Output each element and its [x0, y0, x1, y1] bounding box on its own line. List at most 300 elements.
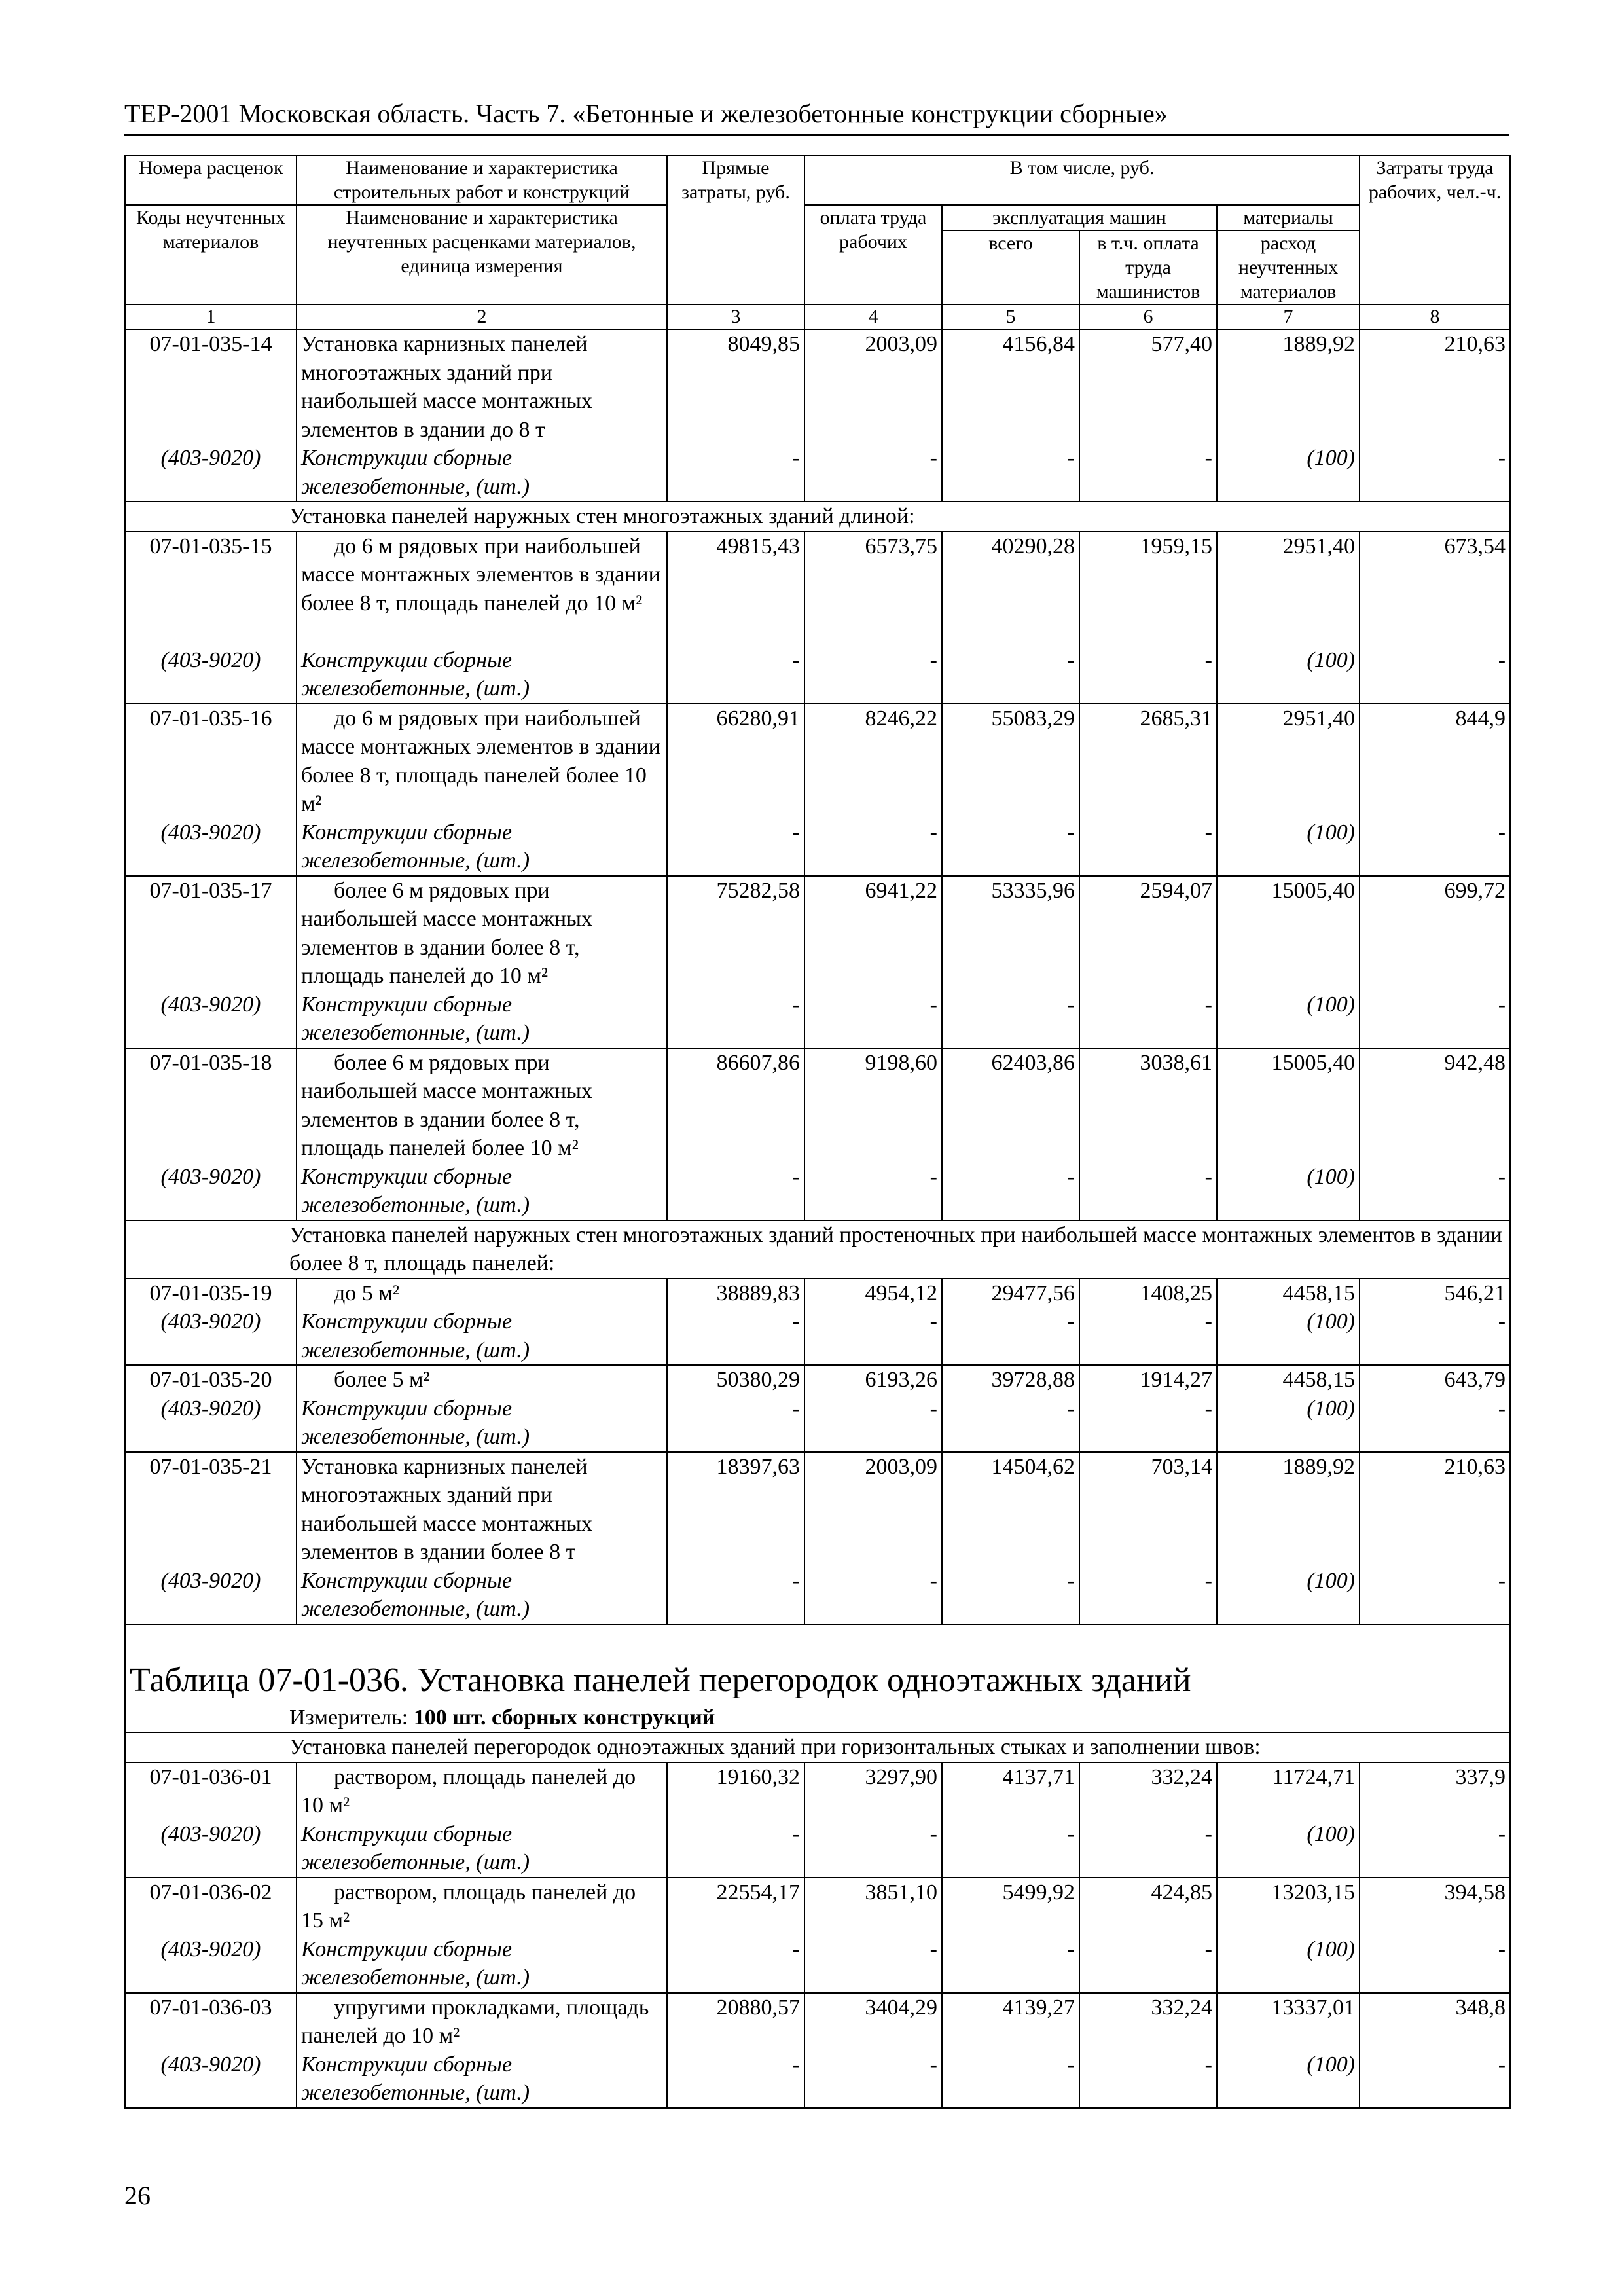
material-cost-cell: [1217, 1762, 1360, 1878]
machinist-wage-cell: [1079, 1993, 1217, 2108]
machine-cost-cell: [942, 532, 1079, 704]
empty-dash: -: [929, 1164, 937, 1189]
material-code: (403-9020): [160, 2052, 261, 2077]
rate-code: 07-01-035-18: [149, 1050, 272, 1075]
empty-dash: -: [1498, 1164, 1506, 1189]
machine-cost: 5499,92: [1002, 1880, 1075, 1904]
column-number: 7: [1217, 304, 1360, 329]
empty-dash: -: [929, 1821, 937, 1846]
material-code: (403-9020): [160, 1568, 261, 1593]
direct-cost: 38889,83: [716, 1281, 800, 1305]
direct-cost: 66280,91: [716, 706, 800, 731]
machinist-wage: 3038,61: [1140, 1050, 1212, 1075]
wage-cost-cell: [804, 532, 942, 704]
rate-code: 07-01-035-14: [149, 332, 272, 356]
empty-dash: -: [1204, 446, 1212, 470]
machine-cost: 62403,86: [991, 1050, 1075, 1075]
material-quantity: (100): [1307, 1164, 1356, 1189]
material-cost-cell: [1217, 329, 1360, 501]
material-name: Конструкции сборные железобетонные, (шт.): [301, 820, 530, 873]
direct-cost-cell: [667, 1048, 804, 1220]
labor-hours: 673,54: [1444, 534, 1506, 558]
machinist-wage: 577,40: [1151, 332, 1212, 356]
direct-cost: 18397,63: [716, 1454, 800, 1479]
table-row: [125, 1365, 1510, 1452]
rate-code-cell: [125, 876, 297, 1048]
section-heading: Установка панелей наружных стен многоэтажных зданий длиной:: [125, 501, 1510, 532]
table-row: [125, 1762, 1510, 1878]
work-name-cell: [297, 329, 667, 501]
material-code: (403-9020): [160, 1396, 261, 1421]
labor-hours: 337,9: [1455, 1764, 1506, 1789]
material-quantity: (100): [1307, 1396, 1356, 1421]
work-name-cell: [297, 876, 667, 1048]
direct-cost: 86607,86: [716, 1050, 800, 1075]
material-cost-cell: [1217, 1452, 1360, 1624]
table-row: [125, 704, 1510, 876]
work-name-cell: [297, 1048, 667, 1220]
rate-code: 07-01-036-03: [149, 1995, 272, 2020]
labor-hours: 394,58: [1444, 1880, 1506, 1904]
rates-table: [124, 155, 1511, 2109]
material-name: Конструкции сборные железобетонные, (шт.): [301, 647, 530, 701]
machinist-wage-cell: [1079, 1452, 1217, 1624]
material-cost: 1889,92: [1282, 332, 1356, 356]
direct-cost-cell: [667, 1452, 804, 1624]
meter-label: Измеритель:: [289, 1705, 408, 1730]
direct-cost: 20880,57: [716, 1995, 800, 2020]
empty-dash: -: [1204, 1568, 1212, 1593]
rate-code: 07-01-035-21: [149, 1454, 272, 1479]
work-name: более 5 м²: [334, 1368, 430, 1392]
rate-code-cell: [125, 329, 297, 501]
rate-code: 07-01-036-01: [149, 1764, 272, 1789]
work-name-cell: [297, 1452, 667, 1624]
empty-dash: -: [792, 1821, 800, 1846]
work-name: более 6 м рядовых при наибольшей массе монтажных элементов в здании более 8 т, площадь панелей более 10 м²: [301, 1050, 592, 1160]
wage-cost: 3297,90: [865, 1764, 937, 1789]
machine-cost-cell: [942, 1878, 1079, 1993]
rate-code: 07-01-035-19: [149, 1281, 272, 1305]
rate-code-cell: [125, 1452, 297, 1624]
material-code: (403-9020): [160, 1937, 261, 1961]
rate-code-cell: [125, 1993, 297, 2108]
labor-hours: 942,48: [1444, 1050, 1506, 1075]
empty-dash: -: [1204, 647, 1212, 672]
empty-dash: -: [1067, 992, 1075, 1017]
work-name: до 5 м²: [334, 1281, 400, 1305]
machine-cost-cell: [942, 1279, 1079, 1366]
labor-hours-cell: [1360, 704, 1510, 876]
machinist-wage: 703,14: [1151, 1454, 1212, 1479]
section-row: [125, 1732, 1510, 1762]
header-wages: оплата труда рабочих: [804, 205, 942, 304]
work-name: раствором, площадь панелей до 15 м²: [301, 1880, 636, 1933]
section-row: [125, 1220, 1510, 1279]
material-cost-cell: [1217, 532, 1360, 704]
empty-dash: -: [1204, 1396, 1212, 1421]
meter: [125, 1704, 1510, 1733]
rate-code: 07-01-035-20: [149, 1368, 272, 1392]
wage-cost: 3404,29: [865, 1995, 937, 2020]
empty-dash: -: [1498, 1821, 1506, 1846]
material-code: (403-9020): [160, 446, 261, 470]
rate-code: 07-01-035-15: [149, 534, 272, 558]
labor-hours-cell: [1360, 876, 1510, 1048]
table-row: [125, 329, 1510, 501]
machinist-wage-cell: [1079, 1048, 1217, 1220]
material-cost: 13337,01: [1271, 1995, 1356, 2020]
empty-dash: -: [792, 647, 800, 672]
rate-code-cell: [125, 1365, 297, 1452]
machine-cost: 39728,88: [991, 1368, 1075, 1392]
material-quantity: (100): [1307, 820, 1356, 845]
machine-cost-cell: [942, 1048, 1079, 1220]
empty-dash: -: [792, 1937, 800, 1961]
machinist-wage-cell: [1079, 532, 1217, 704]
material-name: Конструкции сборные железобетонные, (шт.): [301, 992, 530, 1045]
table-row: [125, 876, 1510, 1048]
wage-cost: 4954,12: [865, 1281, 937, 1305]
material-code: (403-9020): [160, 1821, 261, 1846]
header-work-name: Наименование и характеристика строительных работ и конструкций: [297, 155, 667, 205]
header-materials: материалы: [1217, 205, 1360, 230]
wage-cost: 2003,09: [865, 1454, 937, 1479]
material-code: (403-9020): [160, 1309, 261, 1334]
header-material-name: Наименование и характеристика неучтенных расценками материалов, единица измерения: [297, 205, 667, 304]
machinist-wage-cell: [1079, 329, 1217, 501]
labor-hours: 210,63: [1444, 1454, 1506, 1479]
empty-dash: -: [792, 446, 800, 470]
material-quantity: (100): [1307, 1937, 1356, 1961]
labor-hours-cell: [1360, 1048, 1510, 1220]
rate-code-cell: [125, 1048, 297, 1220]
rate-code: 07-01-036-02: [149, 1880, 272, 1904]
empty-dash: -: [929, 647, 937, 672]
direct-cost-cell: [667, 704, 804, 876]
machinist-wage: 2594,07: [1140, 878, 1212, 903]
wage-cost: 2003,09: [865, 332, 937, 356]
work-name-cell: [297, 1279, 667, 1366]
machinist-wage: 1408,25: [1140, 1281, 1212, 1305]
direct-cost: 8049,85: [727, 332, 800, 356]
empty-dash: -: [1067, 2052, 1075, 2077]
empty-dash: -: [929, 446, 937, 470]
wage-cost-cell: [804, 1452, 942, 1624]
empty-dash: -: [1067, 647, 1075, 672]
wage-cost-cell: [804, 1993, 942, 2108]
labor-hours-cell: [1360, 1279, 1510, 1366]
table-row: [125, 1993, 1510, 2108]
table-header: [125, 155, 1510, 329]
column-number: 1: [125, 304, 297, 329]
empty-dash: -: [1204, 1821, 1212, 1846]
machinist-wage: 1914,27: [1140, 1368, 1212, 1392]
material-quantity: (100): [1307, 446, 1356, 470]
empty-dash: -: [1204, 992, 1212, 1017]
labor-hours-cell: [1360, 532, 1510, 704]
machine-cost: 4139,27: [1002, 1995, 1075, 2020]
material-quantity: (100): [1307, 647, 1356, 672]
machine-cost-cell: [942, 876, 1079, 1048]
empty-dash: -: [792, 992, 800, 1017]
material-cost-cell: [1217, 1365, 1360, 1452]
empty-dash: -: [1204, 2052, 1212, 2077]
table-body: [125, 329, 1510, 2108]
meter-row: [125, 1704, 1510, 1733]
rate-code-cell: [125, 1279, 297, 1366]
material-cost-cell: [1217, 1279, 1360, 1366]
labor-hours: 210,63: [1444, 332, 1506, 356]
empty-dash: -: [1498, 1937, 1506, 1961]
header-material-consumption: расход неучтенных материалов: [1217, 230, 1360, 304]
wage-cost: 3851,10: [865, 1880, 937, 1904]
empty-dash: -: [929, 2052, 937, 2077]
work-name: более 6 м рядовых при наибольшей массе монтажных элементов в здании более 8 т, площадь панелей до 10 м²: [301, 878, 592, 988]
meter-value: 100 шт. сборных конструкций: [413, 1705, 715, 1730]
header-machines-total: всего: [942, 230, 1079, 304]
material-cost: 4458,15: [1282, 1368, 1356, 1392]
wage-cost-cell: [804, 876, 942, 1048]
labor-hours-cell: [1360, 329, 1510, 501]
machine-cost-cell: [942, 1365, 1079, 1452]
machine-cost-cell: [942, 1452, 1079, 1624]
labor-hours: 546,21: [1444, 1281, 1506, 1305]
column-numbers-row: [125, 304, 1510, 329]
material-name: Конструкции сборные железобетонные, (шт.): [301, 1309, 530, 1362]
direct-cost: 50380,29: [716, 1368, 800, 1392]
direct-cost-cell: [667, 1279, 804, 1366]
wage-cost: 6193,26: [865, 1368, 937, 1392]
empty-dash: -: [929, 1309, 937, 1334]
labor-hours-cell: [1360, 1452, 1510, 1624]
empty-dash: -: [929, 1396, 937, 1421]
empty-dash: -: [792, 1396, 800, 1421]
work-name-cell: [297, 1993, 667, 2108]
work-name-cell: [297, 532, 667, 704]
machinist-wage: 332,24: [1151, 1764, 1212, 1789]
machinist-wage-cell: [1079, 1279, 1217, 1366]
empty-dash: -: [792, 1164, 800, 1189]
empty-dash: -: [792, 820, 800, 845]
empty-dash: -: [1498, 820, 1506, 845]
wage-cost-cell: [804, 1365, 942, 1452]
table-title: Таблица 07-01-036. Установка панелей перегородок одноэтажных зданий: [125, 1624, 1510, 1704]
machine-cost: 53335,96: [991, 878, 1075, 903]
material-quantity: (100): [1307, 1821, 1356, 1846]
machinist-wage-cell: [1079, 704, 1217, 876]
material-cost-cell: [1217, 1048, 1360, 1220]
column-number: 5: [942, 304, 1079, 329]
section-heading: Установка панелей наружных стен многоэтажных зданий простеночных при наибольшей массе монтажных элементов в здании более 8 т, площадь панелей:: [125, 1220, 1510, 1279]
column-number: 3: [667, 304, 804, 329]
machine-cost: 14504,62: [991, 1454, 1075, 1479]
direct-cost-cell: [667, 1993, 804, 2108]
column-number: 2: [297, 304, 667, 329]
material-cost: 15005,40: [1271, 878, 1356, 903]
material-name: Конструкции сборные железобетонные, (шт.): [301, 2052, 530, 2105]
empty-dash: -: [1498, 2052, 1506, 2077]
wage-cost-cell: [804, 1048, 942, 1220]
machinist-wage: 1959,15: [1140, 534, 1212, 558]
table-row: [125, 1452, 1510, 1624]
column-number: 6: [1079, 304, 1217, 329]
machinist-wage-cell: [1079, 1365, 1217, 1452]
table-row: [125, 1048, 1510, 1220]
page-number: 26: [124, 2181, 151, 2210]
labor-hours: 643,79: [1444, 1368, 1506, 1392]
empty-dash: -: [1067, 1568, 1075, 1593]
rate-code-cell: [125, 704, 297, 876]
empty-dash: -: [1498, 446, 1506, 470]
material-cost-cell: [1217, 876, 1360, 1048]
empty-dash: -: [1498, 647, 1506, 672]
work-name-cell: [297, 704, 667, 876]
direct-cost-cell: [667, 1762, 804, 1878]
labor-hours-cell: [1360, 1993, 1510, 2108]
empty-dash: -: [1067, 1937, 1075, 1961]
machine-cost-cell: [942, 704, 1079, 876]
material-name: Конструкции сборные железобетонные, (шт.): [301, 1937, 530, 1990]
empty-dash: -: [1067, 820, 1075, 845]
table-title-row: [125, 1624, 1510, 1704]
machine-cost: 40290,28: [991, 534, 1075, 558]
wage-cost: 6941,22: [865, 878, 937, 903]
empty-dash: -: [792, 1309, 800, 1334]
material-quantity: (100): [1307, 1568, 1356, 1593]
direct-cost: 75282,58: [716, 878, 800, 903]
material-code: (403-9020): [160, 992, 261, 1017]
material-cost: 2951,40: [1282, 706, 1356, 731]
wage-cost: 8246,22: [865, 706, 937, 731]
material-cost-cell: [1217, 1878, 1360, 1993]
empty-dash: -: [1204, 820, 1212, 845]
wage-cost-cell: [804, 329, 942, 501]
wage-cost: 9198,60: [865, 1050, 937, 1075]
labor-hours: 348,8: [1455, 1995, 1506, 2020]
header-rate-numbers: Номера расценок: [125, 155, 297, 205]
material-code: (403-9020): [160, 647, 261, 672]
material-code: (403-9020): [160, 1164, 261, 1189]
header-including: В том числе, руб.: [804, 155, 1360, 205]
empty-dash: -: [1204, 1164, 1212, 1189]
empty-dash: -: [792, 2052, 800, 2077]
wage-cost-cell: [804, 704, 942, 876]
empty-dash: -: [929, 992, 937, 1017]
machine-cost: 4137,71: [1002, 1764, 1075, 1789]
direct-cost-cell: [667, 532, 804, 704]
header-material-codes: Коды неучтенных материалов: [125, 205, 297, 304]
material-cost: 13203,15: [1271, 1880, 1356, 1904]
empty-dash: -: [1067, 1309, 1075, 1334]
empty-dash: -: [792, 1568, 800, 1593]
header-direct-costs: Прямые затраты, руб.: [667, 155, 804, 304]
empty-dash: -: [1067, 1821, 1075, 1846]
header-machinist-wages: в т.ч. оплата труда машинистов: [1079, 230, 1217, 304]
machine-cost-cell: [942, 329, 1079, 501]
work-name-cell: [297, 1762, 667, 1878]
material-name: Конструкции сборные железобетонные, (шт.): [301, 446, 530, 499]
work-name-cell: [297, 1878, 667, 1993]
empty-dash: -: [1498, 1396, 1506, 1421]
material-name: Конструкции сборные железобетонные, (шт.): [301, 1821, 530, 1874]
direct-cost: 49815,43: [716, 534, 800, 558]
header-machines: эксплуатация машин: [942, 205, 1217, 230]
table-row: [125, 532, 1510, 704]
wage-cost-cell: [804, 1279, 942, 1366]
material-code: (403-9020): [160, 820, 261, 845]
work-name: упругими прокладками, площадь панелей до 10 м²: [301, 1995, 649, 2048]
empty-dash: -: [1067, 1396, 1075, 1421]
header-labor-costs: Затраты труда рабочих, чел.-ч.: [1360, 155, 1510, 304]
material-cost: 15005,40: [1271, 1050, 1356, 1075]
column-number: 4: [804, 304, 942, 329]
work-name: до 6 м рядовых при наибольшей массе монтажных элементов в здании более 8 т, площадь панелей более 10 м²: [301, 706, 660, 816]
direct-cost-cell: [667, 329, 804, 501]
wage-cost: 6573,75: [865, 534, 937, 558]
rate-code-cell: [125, 1762, 297, 1878]
labor-hours: 844,9: [1455, 706, 1506, 731]
rate-code: 07-01-035-16: [149, 706, 272, 731]
rate-code-cell: [125, 1878, 297, 1993]
empty-dash: -: [1067, 1164, 1075, 1189]
machinist-wage: 424,85: [1151, 1880, 1212, 1904]
machine-cost: 4156,84: [1002, 332, 1075, 356]
material-cost-cell: [1217, 1993, 1360, 2108]
machine-cost-cell: [942, 1993, 1079, 2108]
direct-cost-cell: [667, 876, 804, 1048]
material-name: Конструкции сборные железобетонные, (шт.): [301, 1568, 530, 1621]
material-cost: 11724,71: [1272, 1764, 1356, 1789]
column-number: 8: [1360, 304, 1510, 329]
empty-dash: -: [1204, 1309, 1212, 1334]
work-name: раствором, площадь панелей до 10 м²: [301, 1764, 636, 1817]
material-cost: 2951,40: [1282, 534, 1356, 558]
direct-cost: 22554,17: [716, 1880, 800, 1904]
material-name: Конструкции сборные железобетонные, (шт.): [301, 1396, 530, 1449]
work-name: Установка карнизных панелей многоэтажных зданий при наибольшей массе монтажных элементов в здании более 8 т: [301, 1454, 592, 1564]
machine-cost: 55083,29: [991, 706, 1075, 731]
machinist-wage: 2685,31: [1140, 706, 1212, 731]
material-cost-cell: [1217, 704, 1360, 876]
direct-cost: 19160,32: [716, 1764, 800, 1789]
labor-hours-cell: [1360, 1878, 1510, 1993]
material-cost: 4458,15: [1282, 1281, 1356, 1305]
machinist-wage: 332,24: [1151, 1995, 1212, 2020]
labor-hours: 699,72: [1444, 878, 1506, 903]
material-quantity: (100): [1307, 2052, 1356, 2077]
work-name: Установка карнизных панелей многоэтажных зданий при наибольшей массе монтажных элементов в здании до 8 т: [301, 332, 592, 442]
work-name-cell: [297, 1365, 667, 1452]
empty-dash: -: [1204, 1937, 1212, 1961]
machine-cost: 29477,56: [991, 1281, 1075, 1305]
table-row: [125, 1279, 1510, 1366]
table-row: [125, 1878, 1510, 1993]
rate-code: 07-01-035-17: [149, 878, 272, 903]
empty-dash: -: [1498, 1309, 1506, 1334]
empty-dash: -: [1498, 992, 1506, 1017]
labor-hours-cell: [1360, 1762, 1510, 1878]
direct-cost-cell: [667, 1878, 804, 1993]
machine-cost-cell: [942, 1762, 1079, 1878]
wage-cost-cell: [804, 1762, 942, 1878]
rate-code-cell: [125, 532, 297, 704]
material-quantity: (100): [1307, 1309, 1356, 1334]
machinist-wage-cell: [1079, 876, 1217, 1048]
section-heading: Установка панелей перегородок одноэтажных зданий при горизонтальных стыках и заполнении швов:: [125, 1732, 1510, 1762]
empty-dash: -: [929, 820, 937, 845]
wage-cost-cell: [804, 1878, 942, 1993]
